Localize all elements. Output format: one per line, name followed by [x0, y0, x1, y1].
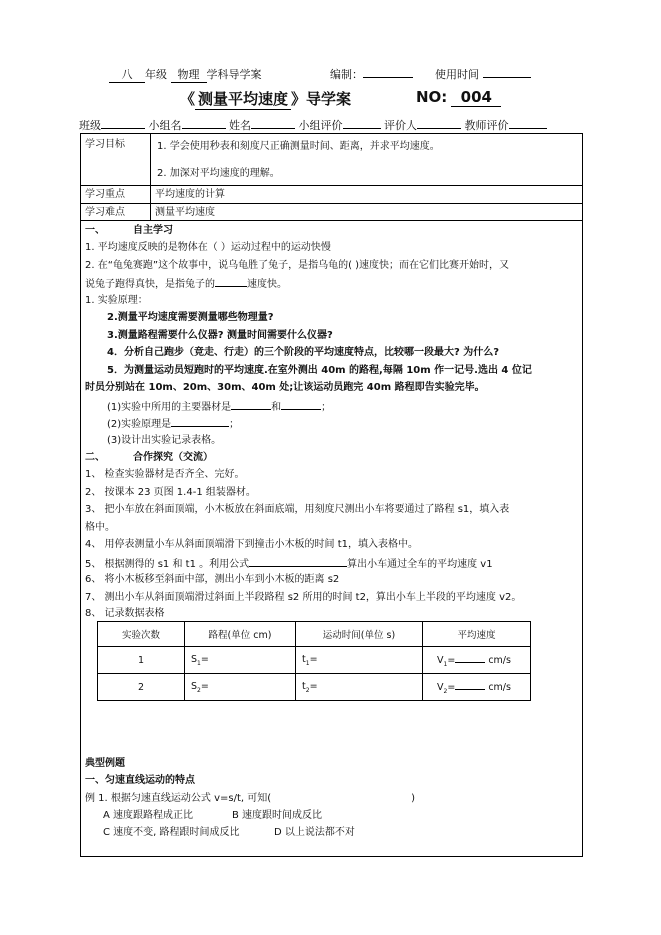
grade-value: 八	[109, 66, 145, 83]
row-divider	[80, 203, 583, 204]
s2-step-1: 1、 检查实验器材是否齐全、完好。	[85, 469, 245, 480]
example-question	[85, 792, 415, 805]
use-time-blank[interactable]	[483, 66, 531, 78]
cell-unit: cm/s	[488, 681, 511, 693]
cell-s-sub: 2	[197, 686, 201, 694]
th-speed: 平均速度	[423, 622, 531, 647]
cell-eq: =	[309, 680, 318, 692]
cell-distance[interactable]	[185, 647, 296, 674]
s1-line-1: 1. 平均速度反映的是物体在（ ）运动过程中的运动快慢	[85, 242, 331, 253]
s1-blank-equip1[interactable]	[231, 399, 271, 410]
s1-line-5: 2.测量平均速度需要测量哪些物理量?	[107, 312, 274, 323]
th-distance: 路程(单位 cm)	[185, 622, 296, 647]
s2-step-5	[85, 556, 493, 571]
cell-time[interactable]	[296, 647, 423, 674]
goal-1: 1. 学会使用秒表和刻度尺正确测量时间、距离，并求平均速度。	[157, 141, 440, 152]
cell-s-var: S	[191, 680, 198, 692]
cell-v-var: V	[437, 654, 444, 666]
subject-value: 物理	[171, 66, 207, 83]
subject-suffix: 学科导学案	[206, 68, 262, 81]
s1-line-3	[85, 276, 287, 291]
cell-v-sub: 1	[443, 660, 448, 668]
cell-t-sub: 2	[305, 686, 310, 694]
cell-eq: =	[447, 681, 456, 693]
focus-label: 学习重点	[85, 189, 125, 200]
examples-heading: 典型例题	[85, 758, 125, 769]
class-label: 班级	[79, 119, 101, 132]
editor-field	[330, 66, 413, 82]
cell-speed[interactable]	[423, 674, 531, 701]
option-d[interactable]: D 以上说法都不对	[274, 827, 355, 838]
s1-line-11b: ；	[229, 419, 240, 430]
use-time-field	[435, 66, 531, 82]
frame-col-divider	[150, 133, 151, 221]
group-eval-blank[interactable]	[343, 117, 381, 129]
use-time-label: 使用时间	[435, 68, 479, 81]
group-eval-label: 小组评价	[298, 119, 343, 132]
s1-line-10b: 和	[271, 402, 282, 413]
editor-label: 编制：	[330, 68, 363, 81]
title-topic: 测量平均速度	[195, 88, 291, 110]
cell-distance[interactable]	[185, 674, 296, 701]
goal-2: 2. 加深对平均速度的理解。	[157, 168, 280, 179]
section2-num: 二、	[85, 452, 105, 463]
table-row	[98, 647, 531, 674]
s1-blank-principle[interactable]	[171, 416, 229, 427]
cell-v-var: V	[437, 681, 444, 693]
section1-title: 自主学习	[133, 225, 173, 236]
frame-top	[80, 133, 583, 134]
speed-blank[interactable]	[455, 680, 485, 690]
row-divider	[80, 185, 583, 186]
goals-label: 学习目标	[85, 139, 125, 150]
cell-trial: 2	[98, 674, 185, 701]
doc-header	[109, 66, 262, 83]
title-suffix: 》导学案	[291, 90, 352, 108]
s1-line-8: 5．为测量运动员短跑时的平均速度.在室外测出 40m 的路程,每隔 10m 作一记号.选出 4 位记	[107, 365, 532, 376]
evaluator-blank[interactable]	[417, 117, 461, 129]
s2-step-6: 6、 将小木板移至斜面中部，测出小车到小木板的距离 s2	[85, 574, 340, 585]
group-blank[interactable]	[182, 117, 226, 129]
option-b[interactable]: B 速度跟时间成反比	[232, 810, 323, 821]
group-label: 小组名	[148, 119, 182, 132]
info-row	[79, 117, 547, 133]
examples-subheading: 一、匀速直线运动的特点	[85, 775, 195, 786]
frame-bottom	[80, 856, 583, 857]
cell-time[interactable]	[296, 674, 423, 701]
s1-line-11a: (2)实验原理是	[107, 419, 172, 430]
s1-line-11	[107, 416, 239, 431]
cell-s-sub: 1	[197, 659, 201, 667]
cell-eq: =	[200, 653, 209, 665]
cell-trial: 1	[98, 647, 185, 674]
s2-step-3b: 格中。	[85, 522, 115, 533]
difficulty-value: 测量平均速度	[155, 207, 215, 218]
s1-line-6: 3.测量路程需要什么仪器? 测量时间需要什么仪器?	[107, 330, 333, 341]
s1-line-10	[107, 399, 331, 414]
s2-blank-formula[interactable]	[249, 556, 347, 567]
example-question-close: )	[411, 793, 416, 804]
section1-num: 一、	[85, 225, 105, 236]
option-a[interactable]: A 速度跟路程成正比	[103, 810, 194, 821]
s1-blank-speed[interactable]	[215, 276, 247, 287]
teacher-eval-blank[interactable]	[509, 117, 547, 129]
evaluator-label: 评价人	[384, 119, 417, 132]
doc-number	[416, 88, 501, 107]
focus-value: 平均速度的计算	[155, 189, 225, 200]
no-label: NO:	[416, 88, 448, 106]
s1-line-9: 时员分别站在 10m、20m、30m、40m 处;让该运动员跑完 40m 路程即告实验完毕。	[85, 382, 485, 393]
section1-heading	[85, 224, 173, 237]
s2-step-7: 7、 测出小车从斜面顶端滑过斜面上半段路程 s2 所用的时间 t2，算出小车上半段的平均速度 v2。	[85, 592, 522, 603]
s1-line-4: 1. 实验原理：	[85, 295, 148, 306]
row-divider	[80, 220, 583, 221]
cell-t-sub: 1	[305, 659, 310, 667]
cell-eq: =	[447, 654, 456, 666]
no-value: 004	[451, 88, 501, 107]
example-question-text: 例 1. 根据匀速直线运动公式 v=s/t, 可知(	[85, 793, 272, 804]
cell-t-var: t	[302, 680, 306, 692]
section2-title: 合作探究（交流）	[133, 452, 213, 463]
s1-line-12: (3)设计出实验记录表格。	[107, 435, 222, 446]
editor-blank[interactable]	[363, 66, 413, 78]
record-table	[97, 621, 531, 701]
s1-line-3a: 说兔子跑得真快，是指兔子的	[85, 279, 215, 290]
name-blank[interactable]	[251, 117, 295, 129]
page-title	[180, 88, 351, 110]
grade-label: 年级	[145, 68, 167, 81]
s1-line-10a: (1)实验中所用的主要器材是	[107, 402, 232, 413]
cell-t-var: t	[302, 653, 306, 665]
s1-line-3b: 速度快。	[247, 279, 287, 290]
teacher-eval-label: 教师评价	[464, 119, 509, 132]
class-blank[interactable]	[101, 117, 145, 129]
s1-blank-equip2[interactable]	[281, 399, 321, 410]
th-time: 运动时间(单位 s)	[296, 622, 423, 647]
difficulty-label: 学习难点	[85, 207, 125, 218]
table-header-row	[98, 622, 531, 647]
name-label: 姓名	[229, 119, 251, 132]
frame-right	[582, 133, 583, 857]
cell-eq: =	[200, 680, 209, 692]
frame-left	[80, 133, 81, 857]
s2-step-2: 2、 按课本 23 页图 1.4-1 组装器材。	[85, 487, 256, 498]
s2-step-8: 8、 记录数据表格	[85, 608, 165, 619]
table-row	[98, 674, 531, 701]
cell-speed[interactable]	[423, 647, 531, 674]
cell-s-var: S	[191, 653, 198, 665]
s1-line-2: 2. 在“龟兔赛跑”这个故事中，说乌龟胜了兔子，是指乌龟的( )速度快；而在它们比赛开始时，又	[85, 260, 510, 271]
s2-step-3: 3、 把小车放在斜面顶端，小木板放在斜面底端，用刻度尺测出小车将要通过了路程 s1，填入表	[85, 504, 510, 515]
s2-step-4: 4、 用停表测量小车从斜面顶端滑下到撞击小木板的时间 t1，填入表格中。	[85, 539, 419, 550]
speed-blank[interactable]	[455, 653, 485, 663]
title-open: 《	[180, 90, 196, 108]
cell-eq: =	[309, 653, 318, 665]
th-trial: 实验次数	[98, 622, 185, 647]
option-c[interactable]: C 速度不变, 路程跟时间成反比	[103, 827, 240, 838]
section2-heading	[85, 451, 213, 464]
s2-step-5b: 算出小车通过全车的平均速度 v1	[347, 559, 493, 570]
s1-line-7: 4．分析自己跑步（竞走、行走）的三个阶段的平均速度特点，比较哪一段最大? 为什么?	[107, 347, 500, 358]
cell-unit: cm/s	[488, 654, 511, 666]
s2-step-5a: 5、 根据测得的 s1 和 t1 。利用公式	[85, 559, 250, 570]
cell-v-sub: 2	[443, 687, 448, 695]
s1-line-10c: ；	[321, 402, 332, 413]
